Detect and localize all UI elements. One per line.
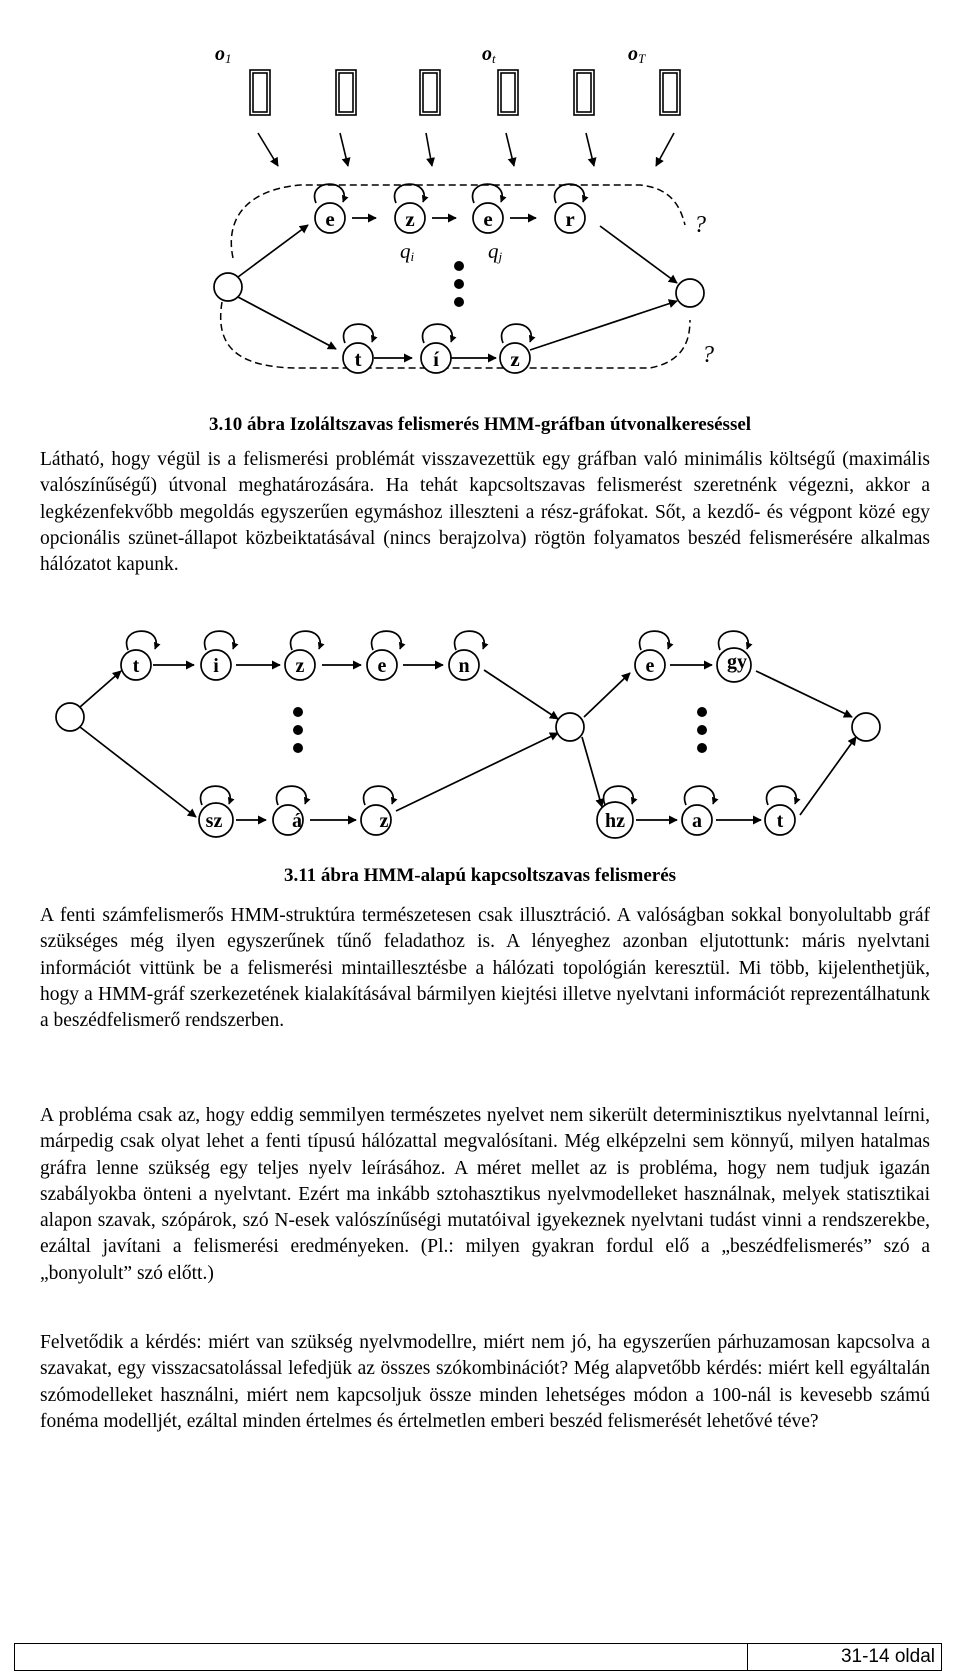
paragraph: A fenti számfelismerős HMM-struktúra természetesen csak illusztráció. A valóságban sokkal bonyolultabb gráf szükséges még ilyen egyszerűnek tűnő feladathoz is. A lényeghez azonban eljutottunk: máris nyelvtani információt vittünk be a felismerési mintaillesztésbe a hálózati topológián keresztül. Mi több, kijelenthetjük, hogy a HMM-gráf szerkezetének kialakításával bármilyen kiejtési illetve nyelvtani információt reprezentálhatunk a beszédfelismerő rendszerben.	[40, 905, 930, 1032]
paragraph: Látható, hogy végül is a felismerési problémát visszavezettük egy gráfban való minimális költségű (maximális valószínűségű) útvonal meghatározására. Ha tehát kapcsoltszavas felismerést szeretnénk végezni, akkor a legkézenfekvőbb megoldás egyszerűen egymáshoz illeszteni a rész-gráfokat. Sőt, a kezdő- és végpont közé egy opcionális szünet-állapot közbeiktatásával (nincs berajzolva) rögtön folyamatos beszéd felismerésére alkalmas hálózatot kapunk.	[40, 449, 930, 576]
state-label: gy	[727, 651, 747, 673]
state-label: e	[377, 655, 387, 677]
ellipsis-dots	[454, 261, 464, 307]
state-label: e	[325, 207, 335, 231]
state-label: í	[433, 347, 439, 371]
figure-caption-3-11: 3.11 ábra HMM-alapú kapcsoltszavas felismerés	[283, 865, 677, 886]
observation-vectors	[250, 70, 680, 115]
state-label: z	[405, 207, 415, 231]
state-label: z	[295, 655, 305, 677]
question-mark-top: ?	[694, 212, 706, 238]
state-label: z	[510, 347, 520, 371]
figure-caption-3-10: 3.10 ábra Izoláltszavas felismerés HMM-gráfban útvonalkereséssel	[208, 414, 752, 435]
state-label: i	[213, 655, 219, 677]
dashed-connections	[221, 185, 690, 368]
paragraph: Felvetődik a kérdés: miért van szükség nyelvmodellre, miért nem jó, ha egyszerűen párhuzamosan kapcsolva a szavakat, egy visszacsatolással lefedjük az összes szókombinációt? Még alapvetőbb kérdés: miért kell egyáltalán szómodelleket használni, miért nem kapcsoljuk össze minden lehetséges módon a 100-nál is kevesebb számú fonéma modelljét, ezáltal minden értelmes és értelmetlen emberi beszéd felismerését lehetővé téve?	[40, 1332, 930, 1432]
ellipsis-dots	[293, 707, 707, 753]
figure-connected-word-hmm	[0, 615, 960, 860]
state-label: t	[132, 655, 140, 677]
state-var-qi: qi	[400, 239, 415, 264]
state-label: r	[565, 207, 575, 231]
state-label: á	[292, 810, 302, 832]
obs-label-ot: ot	[482, 43, 496, 66]
page-footer	[14, 1643, 942, 1671]
state-label: hz	[605, 810, 625, 832]
page-number: 31-14 oldal	[747, 1644, 941, 1670]
question-mark-bottom: ?	[702, 342, 714, 368]
state-label: e	[645, 655, 655, 677]
state-label: e	[483, 207, 493, 231]
paragraph: A probléma csak az, hogy eddig semmilyen természetes nyelvet nem sikerült determinisztikus nyelvtannal leírni, márpedig csak olyat lehet a fenti típusú hálózattal megvalósítani. Még elképzelni sem könnyű, milyen hatalmas gráfra lenne szükség egy teljes nyelv leírásához. A méret mellet az is probléma, hogy nem tudjuk igazán szabályokba önteni a nyelvtant. Ezért ma inkább sztohasztikus nyelvmodelleket használnak, melyek statisztikai alapon szavak, szópárok, szó N-esek valószínűségi mutatóival igyekeznek nyelvtani tudást vinni a rendszerekbe, ezáltal javítani a felismerési eredményeken. (Pl.: milyen gyakran fordul elő a „beszédfelismerés” szó a „bonyolult” szó előtt.)	[40, 1105, 930, 1284]
state-label: a	[692, 810, 702, 832]
state-var-qj: qj	[488, 239, 503, 264]
state-label: t	[776, 810, 784, 832]
start-node	[214, 273, 242, 301]
obs-label-oT: oT	[628, 43, 646, 66]
state-label: z	[379, 810, 389, 832]
obs-label-o1: o1	[215, 43, 232, 66]
state-label: n	[458, 655, 470, 677]
state-label: t	[354, 347, 362, 371]
state-label: sz	[205, 810, 223, 832]
figure-isolated-word-hmm	[0, 0, 960, 420]
end-node	[676, 279, 704, 307]
observation-arrows	[258, 133, 674, 166]
